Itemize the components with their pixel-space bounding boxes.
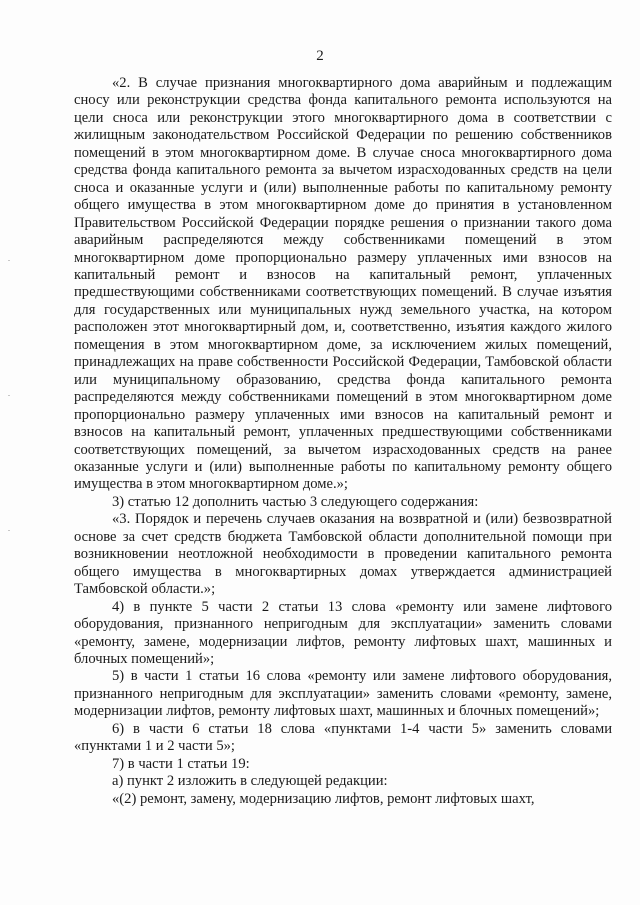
scan-artifact-mark	[8, 530, 10, 531]
paragraph-part-2-quote: «2. В случае признания многоквартирного дома аварийным и подлежащим сносу или реконструкции средства фонда капитального ремонта используются на цели сноса или реконструкции этого многоквартирного дома в соответствии с жилищным законодательством Российской Федерации по решению собственников помещений в этом многоквартирном доме. В случае сноса многоквартирного дома средства фонда капитального ремонта за вычетом израсходованных средств на цели сноса и оказанные услуги и (или) выполненные работы по капитальному ремонту общего имущества в этом многоквартирном доме до принятия в установленном Правительством Российской Федерации порядке решения о признании такого дома аварийным распределяются между собственниками помещений в этом многоквартирном доме пропорционально размеру уплаченных ими взносов на капитальный ремонт и взносов на капитальный ремонт, уплаченных предшествующими собственниками соответствующих помещений. В случае изъятия для государственных или муниципальных нужд земельного участка, на котором расположен этот многоквартирный дом, и, соответственно, изъятия каждого жилого помещения в этом многоквартирном доме, за исключением жилых помещений, принадлежащих на праве собственности Российской Федерации, Тамбовской области или муниципальному образованию, средства фонда капитального ремонта распределяются между собственниками помещений в этом многоквартирном доме пропорционально размеру уплаченных ими взносов на капитальный ремонт и взносов на капитальный ремонт, уплаченных предшествующими собственниками соответствующих помещений, за вычетом израсходованных средств на ранее оказанные услуги и (или) выполненные работы по капитальному ремонту общего имущества в этом многоквартирном доме.»;	[74, 75, 612, 493]
paragraph-item-3: 3) статью 12 дополнить частью 3 следующего содержания:	[112, 493, 479, 510]
scan-artifact-mark	[8, 260, 10, 261]
page-number: 2	[316, 48, 324, 64]
paragraph-item-4: 4) в пункте 5 части 2 статьи 13 слова «ремонту или замене лифтового оборудования, признанного непригодным для эксплуатации» заменить словами «ремонту, замене, модернизации лифтов, ремонту лифтовых шахт, машинных и блочных помещений»;	[74, 598, 612, 667]
scan-artifact-mark	[8, 395, 10, 396]
paragraph-subitem-a: а) пункт 2 изложить в следующей редакции:	[112, 773, 388, 790]
document-body	[74, 75, 612, 808]
paragraph-part-3-quote: «3. Порядок и перечень случаев оказания на возвратной и (или) безвозвратной основе за счет средств бюджета Тамбовской области дополнительной помощи при возникновении неотложной необходимости в проведении капитального ремонта общего имущества в многоквартирных домах утверждается администрацией Тамбовской области.»;	[74, 511, 612, 598]
paragraph-item-7: 7) в части 1 статьи 19:	[112, 755, 250, 772]
paragraph-item-6: 6) в части 6 статьи 18 слова «пунктами 1-4 части 5» заменить словами «пунктами 1 и 2 части 5»;	[74, 720, 612, 755]
paragraph-subitem-2-quote: «(2) ремонт, замену, модернизацию лифтов, ремонт лифтовых шахт,	[112, 790, 535, 807]
paragraph-item-5: 5) в части 1 статьи 16 слова «ремонту или замене лифтового оборудования, признанного непригодным для эксплуатации» заменить словами «ремонту, замене, модернизации лифтов, ремонту лифтовых шахт, машинных и блочных помещений»;	[74, 668, 612, 720]
